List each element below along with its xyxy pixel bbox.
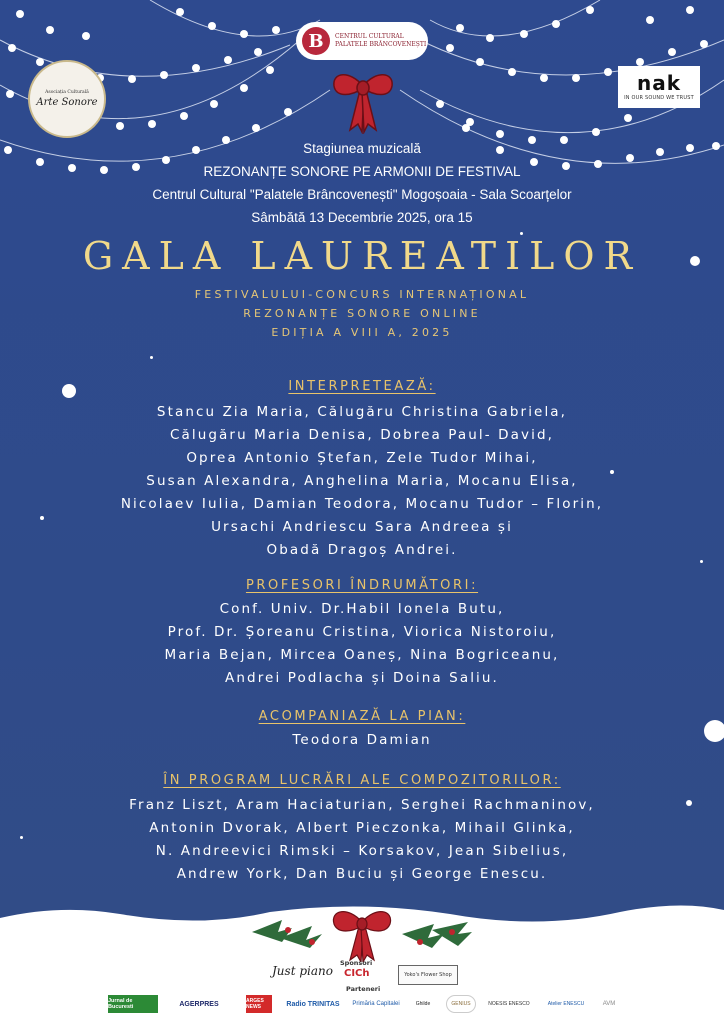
list-item: Stancu Zia Maria, Călugăru Christina Gabriela,	[156, 404, 568, 420]
partner-logo: Atelier ENESCU	[547, 1001, 585, 1007]
list-item: Maria Bejan, Mircea Oaneș, Nina Bogriceanu,	[164, 647, 560, 663]
teachers-heading-text: PROFESORI ÎNDRUMĂTORI:	[245, 578, 479, 593]
logo-org-line: Asociația Culturală	[45, 90, 89, 95]
list-item: Prof. Dr. Șoreanu Cristina, Viorica Nistoroiu,	[167, 624, 557, 640]
partner-logo: AVM	[602, 1001, 616, 1007]
series-label: REZONANȚE SONORE PE ARMONII DE FESTIVAL	[203, 164, 521, 179]
performers-heading-text: INTERPRETEAZĂ:	[288, 379, 436, 394]
list-item: N. Andreevici Rimski – Korsakov, Jean Sibelius,	[155, 843, 569, 859]
list-item: Călugăru Maria Denisa, Dobrea Paul- David,	[169, 427, 555, 443]
partner-logo: Jurnal de Bucuresti	[108, 995, 158, 1013]
sponsor-logo: CICh	[344, 968, 370, 979]
list-item: Andrew York, Dan Buciu și George Enescu.	[176, 866, 548, 882]
list-item: Franz Liszt, Aram Haciaturian, Serghei Rachmaninov,	[129, 797, 595, 813]
partner-logo: ARGES NEWS	[246, 995, 272, 1013]
list-item: Nicolaev Iulia, Damian Teodora, Mocanu Tudor – Florin,	[120, 496, 604, 512]
nak-tagline: IN OUR SOUND WE TRUST	[624, 95, 694, 101]
teachers-list	[0, 598, 724, 690]
partner-logo: AGERPRES	[179, 1000, 219, 1008]
venue-label: Centrul Cultural "Palatele Brâncovenești" Mogoșoaia - Sala Scoarțelor	[152, 187, 572, 202]
composers-list	[0, 794, 724, 886]
nak-brand: nak	[636, 71, 682, 95]
arte-sonore-logo	[28, 60, 106, 138]
logo-text-line1: CENTRUL CULTURAL	[335, 33, 404, 40]
garland-bow-icon	[252, 902, 472, 962]
subtitle-line-1: FESTIVALULUI-CONCURS INTERNAȚIONAL	[194, 288, 530, 301]
partner-logo: NOESIS ENESCO	[488, 1001, 530, 1007]
list-item: Ursachi Andriescu Sara Andreea și	[211, 519, 513, 535]
nak-logo	[618, 66, 700, 108]
palatele-brancovenesti-logo	[296, 22, 428, 60]
partner-logo: Radio TRINITAS	[286, 1000, 340, 1008]
list-item: Andrei Podlacha și Doina Saliu.	[225, 670, 499, 686]
piano-heading-text: ACOMPANIAZĂ LA PIAN:	[258, 709, 466, 724]
list-item: Teodora Damian	[292, 732, 432, 748]
program-heading	[0, 773, 724, 788]
page-title: GALA LAUREATILOR	[82, 234, 642, 278]
partner-logo: Primăria Capitalei	[352, 1001, 400, 1007]
subtitle-line-3: EDIȚIA A VIII A, 2025	[271, 326, 453, 339]
logo-org-name: Arte Sonore	[36, 97, 98, 108]
snowflake	[150, 356, 153, 359]
logo-text-line2: PALATELE BRÂNCOVENEȘTI	[335, 41, 427, 48]
logo-text	[335, 33, 426, 49]
piano-accompaniment-heading	[0, 709, 724, 724]
subtitle-line-2: REZONANȚE SONORE ONLINE	[243, 307, 481, 320]
teachers-heading	[0, 578, 724, 593]
logo-mark: B	[302, 27, 330, 55]
partner-logo: GENIUS	[446, 995, 476, 1013]
program-heading-text: ÎN PROGRAM LUCRĂRI ALE COMPOZITORILOR:	[163, 773, 561, 788]
sponsor-logo: Yoko's Flower Shop	[398, 965, 458, 985]
season-label: Stagiunea muzicală	[303, 141, 421, 156]
sponsor-logo: Just piano	[272, 964, 333, 978]
list-item: Oprea Antonio Ștefan, Zele Tudor Mihai,	[186, 450, 538, 466]
red-bow-icon	[328, 64, 398, 134]
list-item: Antonin Dvorak, Albert Pieczonka, Mihail Glinka,	[149, 820, 575, 836]
list-item: Susan Alexandra, Anghelina Maria, Mocanu Elisa,	[146, 473, 578, 489]
list-item: Conf. Univ. Dr.Habil Ionela Butu,	[219, 601, 505, 617]
piano-accompaniment-list	[0, 729, 724, 752]
performers-list	[0, 401, 724, 562]
performers-heading	[0, 379, 724, 394]
partners-label: Parteneri	[346, 985, 381, 993]
sponsors-label: Sponsori	[340, 959, 373, 967]
list-item: Obadă Dragoș Andrei.	[266, 542, 458, 558]
partner-logo: Ghilde	[415, 1001, 431, 1007]
date-label: Sâmbătă 13 Decembrie 2025, ora 15	[251, 210, 473, 225]
